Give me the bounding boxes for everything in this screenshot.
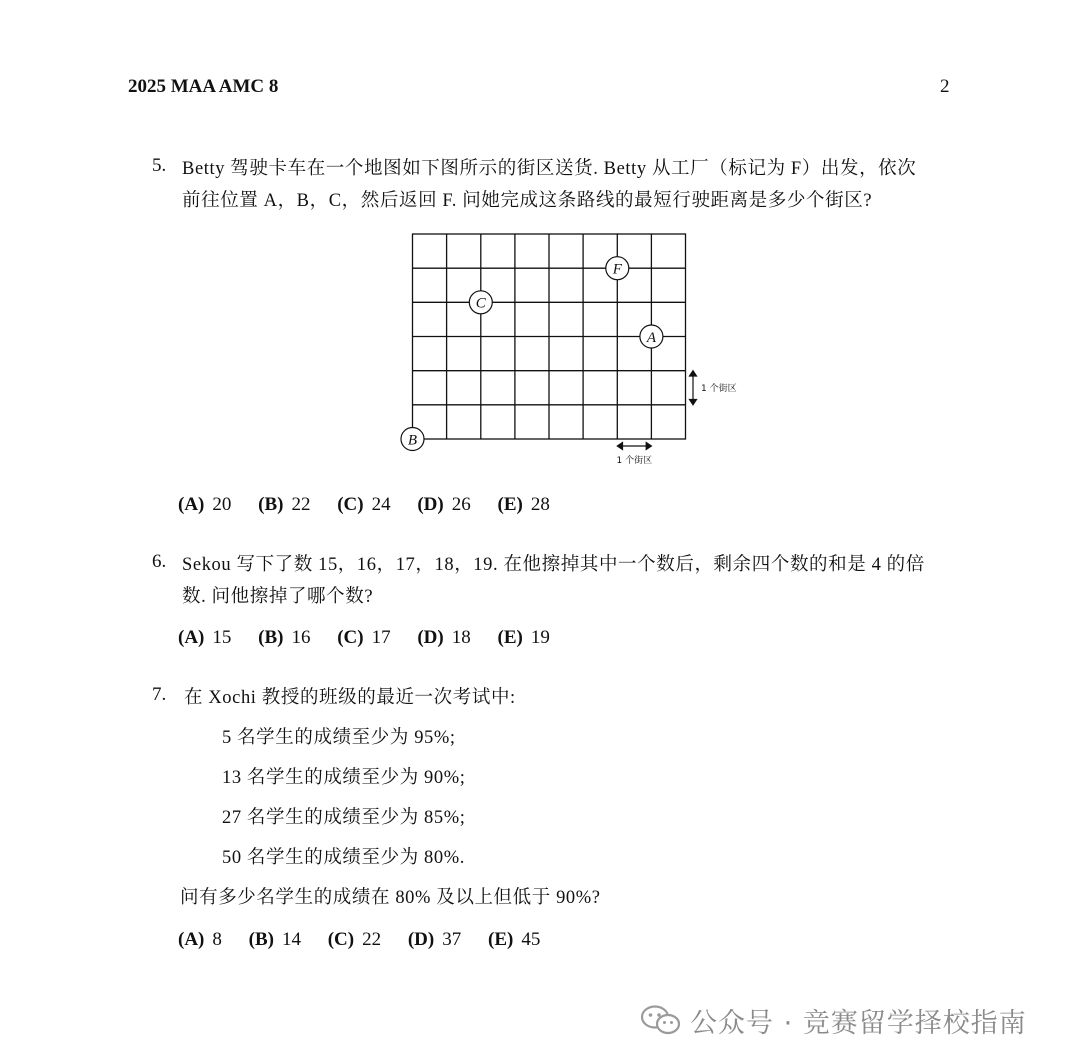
question-7-number: 7. [152,684,167,705]
point-b-marker [401,428,424,451]
question-7-condition: 50 名学生的成绩至少为 80%. [222,848,465,868]
choice-label: (B) [258,627,284,648]
question-5-choices [178,494,572,516]
point-a-label: A [646,329,656,346]
choice-label: (E) [497,494,523,515]
choice-label: (D) [417,494,444,515]
wechat-icon [640,1004,682,1036]
choice-value: 15 [212,627,232,648]
question-6-choices [178,627,572,649]
question-7-condition: 5 名学生的成绩至少为 95%; [222,728,456,748]
point-b-label: B [407,432,418,449]
choice-label: (A) [178,627,205,648]
vertical-scale-label: 1 个街区 [701,384,737,394]
choice-label: (B) [258,494,284,515]
choice-label: (A) [178,929,205,950]
choice-label: (E) [497,627,523,648]
choice-label: (D) [417,627,444,648]
point-f-marker [606,257,629,280]
choice-value: 8 [212,929,222,950]
choice-value: 22 [362,929,382,950]
choice-label: (B) [248,929,274,950]
question-6-number: 6. [152,551,167,572]
street-map-figure [390,225,770,475]
choice-value: 16 [291,627,311,648]
choice-label: (C) [337,494,364,515]
point-c-label: C [475,295,486,312]
vertical-scale-arrow [690,371,697,405]
choice-value: 37 [442,929,462,950]
choice-value: 18 [451,627,471,648]
point-f-label: F [612,261,622,278]
choice-value: 22 [291,494,311,515]
question-7-condition: 27 名学生的成绩至少为 85%; [222,808,466,828]
watermark-text: 公众号 · 竞赛留学择校指南 [690,1008,1027,1039]
question-7-intro: 在 Xochi 教授的班级的最近一次考试中: [184,688,516,708]
choice-value: 26 [451,494,471,515]
point-c-marker [469,291,492,314]
question-7-choices [178,929,562,951]
choice-label: (E) [488,929,514,950]
choice-label: (C) [337,627,364,648]
choice-label: (D) [407,929,435,950]
page-number: 2 [940,76,950,97]
choice-label: (A) [178,494,205,515]
choice-value: 17 [371,627,391,648]
choice-value: 24 [371,494,391,515]
question-5-number: 5. [152,155,167,176]
choice-value: 14 [281,929,301,950]
question-7-condition: 13 名学生的成绩至少为 90%; [222,768,466,788]
point-a-marker [640,325,663,348]
question-7-question: 问有多少名学生的成绩在 80% 及以上但低于 90%? [180,888,601,908]
choice-value: 45 [521,929,541,950]
choice-value: 20 [212,494,232,515]
horizontal-scale-arrow [617,443,651,450]
choice-label: (C) [327,929,355,950]
question-6-line-1: Sekou 写下了数 15，16，17，18，19. 在他擦掉其中一个数后，剩余四个数的和是 4 的倍 [182,555,925,575]
question-5-line-1: Betty 驾驶卡车在一个地图如下图所示的街区送货. Betty 从工厂（标记为 F）出发，依次 [182,159,917,179]
question-6-line-2: 数. 问他擦掉了哪个数? [182,587,374,607]
question-5-line-2: 前往位置 A，B，C，然后返回 F. 问她完成这条路线的最短行驶距离是多少个街区? [182,191,873,211]
choice-value: 19 [530,627,550,648]
horizontal-scale-label: 1 个街区 [616,456,653,466]
choice-value: 28 [530,494,550,515]
document-header-title: 2025 MAA AMC 8 [128,76,279,97]
